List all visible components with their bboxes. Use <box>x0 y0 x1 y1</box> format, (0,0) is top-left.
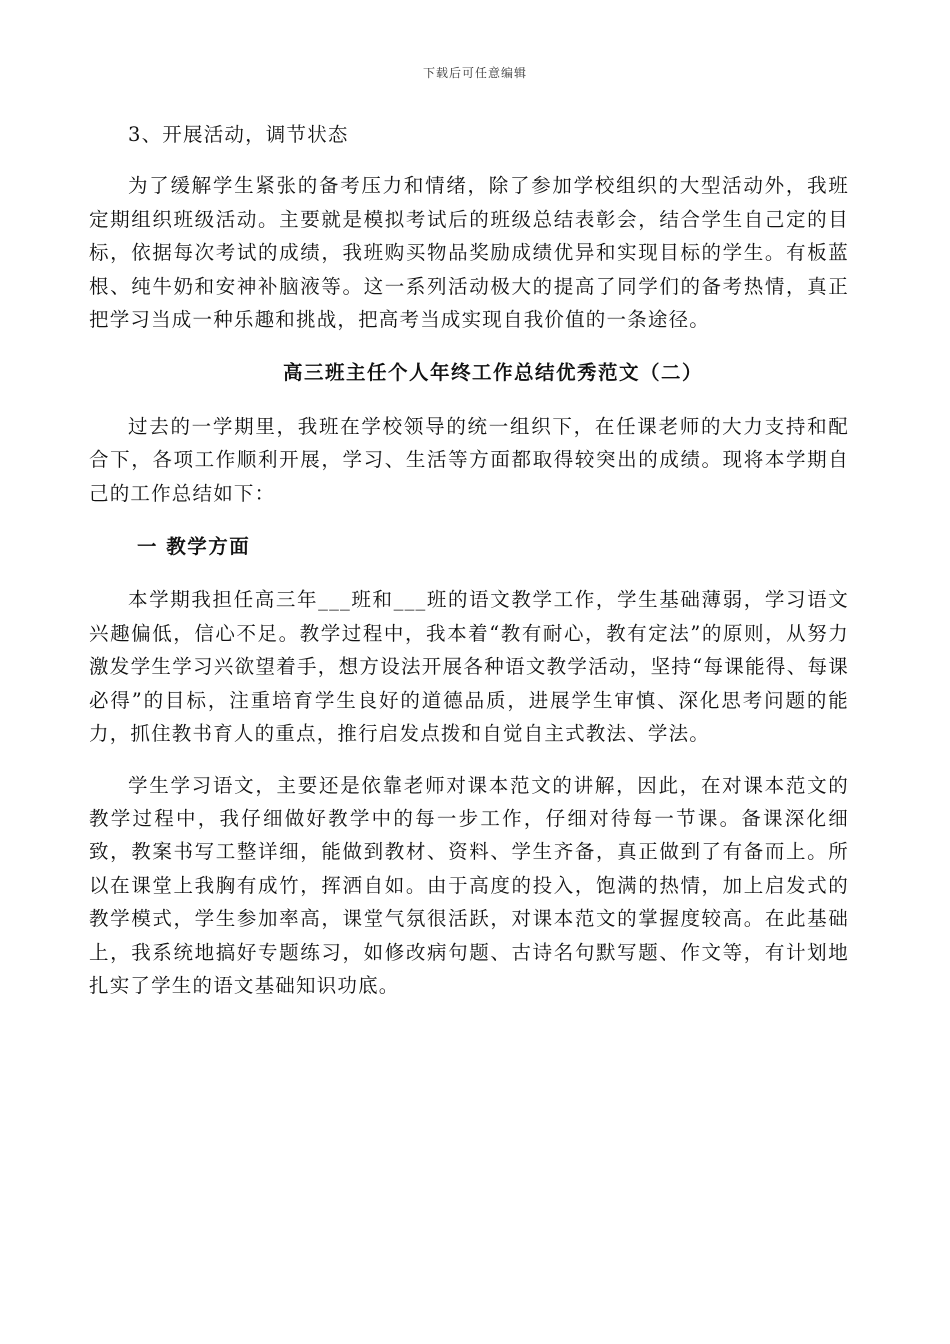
sub-heading-activities: 3、开展活动，调节状态 <box>128 123 349 146</box>
paragraph-teaching-1: 本学期我担任高三年___班和___班的语文教学工作，学生基础薄弱，学习语文兴趣偏低，信心不足。教学过程中，我本着“教有耐心，教有定法”的原则，从努力激发学生学习兴欲望着手，想方设法开展各种语文教学活动，坚持“每课能得、每课必得”的目标，注重培育学生良好的道德品质，进展学生审慎、深化思考问题的能力，抓住教书育人的重点，推行启发点拨和自觉自主式教法、学法。 <box>89 588 849 746</box>
paragraph-intro: 过去的一学期里，我班在学校领导的统一组织下，在任课老师的大力支持和配合下，各项工作顺利开展，学习、生活等方面都取得较突出的成绩。现将本学期自己的工作总结如下： <box>89 414 849 505</box>
paragraph-activities: 为了缓解学生紧张的备考压力和情绪，除了参加学校组织的大型活动外，我班定期组织班级活动。主要就是模拟考试后的班级总结表彰会，结合学生自己定的目标，依据每次考试的成绩，我班购买物品奖励成绩优异和实现目标的学生。有板蓝根、纯牛奶和安神补脑液等。这一系列活动极大的提高了同学们的备考热情，真正把学习当成一种乐趣和挑战，把高考当成实现自我价值的一条途径。 <box>89 174 849 332</box>
document-body <box>89 118 849 1020</box>
page-header-note: 下载后可任意编辑 <box>422 66 527 80</box>
section-heading-teaching: 一 教学方面 <box>137 535 251 559</box>
article-title: 高三班主任个人年终工作总结优秀范文（二） <box>282 361 703 385</box>
paragraph-teaching-2: 学生学习语文，主要还是依靠老师对课本范文的讲解，因此，在对课本范文的教学过程中，我仔细做好教学中的每一步工作，仔细对待每一节课。备课深化细致，教案书写工整详细，能做到教材、资料、学生齐备，真正做到了有备而上。所以在课堂上我胸有成竹，挥洒自如。由于高度的投入，饱满的热情，加上启发式的教学模式，学生参加率高，课堂气氛很活跃，对课本范文的掌握度较高。在此基础上，我系统地搞好专题练习，如修改病句题、古诗名句默写题、作文等，有计划地扎实了学生的语文基础知识功底。 <box>89 773 849 997</box>
